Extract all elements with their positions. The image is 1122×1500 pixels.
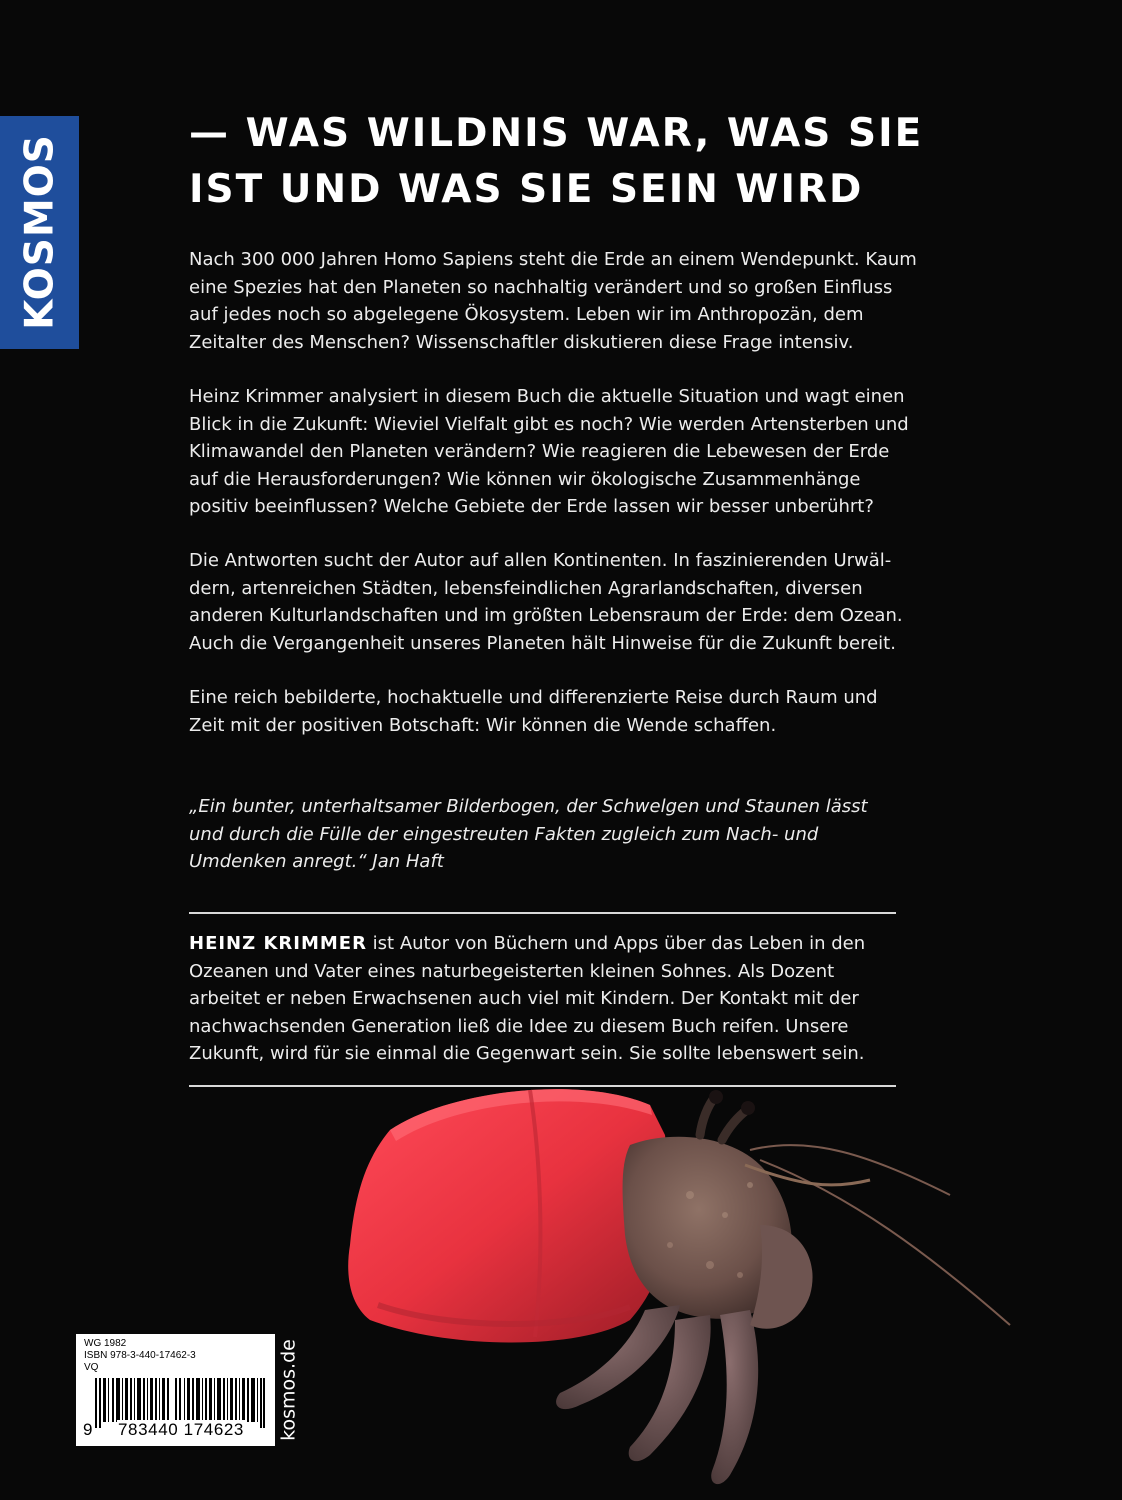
headline [189, 106, 929, 218]
barcode-digits-text: 783440 174623 [118, 1420, 244, 1439]
author-bio [189, 930, 905, 1068]
body-paragraph-1: Nach 300 000 Jahren Homo Sapiens steht die Erde an einem Wendepunkt. Kaum eine Spezies hat den Planeten so nachhaltig verändert und so großen Einfluss auf jedes noch so abgelegene Ökosystem. Leben wir im Anthropozän, dem Zeitalter des Menschen? Wissenschaftler diskutieren diese Frage intensiv. [189, 249, 917, 353]
barcode-digits [93, 1420, 269, 1440]
body-paragraph-2: Heinz Krimmer analysiert in diesem Buch die aktuelle Situation und wagt einen Blick in die Zukunft: Wieviel Vielfalt gibt es noch? Wie werden Artensterben und Klimawandel den Planeten verändern? Wie reagieren die Lebewesen der Erde auf die Herausforderungen? Wie können wir ökologische Zusammenhänge positiv beeinflussen? Welche Gebiete der Erde lassen wir besser unberührt? [189, 386, 909, 517]
body-paragraph-4: Eine reich bebilderte, hochaktuelle und differenzierte Reise durch Raum und Zeit mit der positiven Botschaft: Wir können die Wende schaffen. [189, 687, 878, 736]
code-text: VQ [84, 1362, 99, 1373]
body-paragraph-3: Die Antworten sucht der Autor auf allen Kontinenten. In faszinierenden Urwäldern, artenreichen Städten, lebensfeindlichen Agrarlandschaften, diversen anderen Kulturlandschaften und im größten Lebensraum der Erde: dem Ozean. Auch die Vergangenheit unseres Planeten hält Hinweise für die Zukunft bereit. [189, 550, 903, 654]
author-bio-text: ist Autor von Büchern und Apps über das Leben in den Ozeanen und Vater eines naturbegeisterten kleinen Sohnes. Als Dozent arbeitet er neben Erwachsenen auch viel mit Kindern. Der Kontakt mit der nachwachsenden Generation ließ die Idee zu diesem Buch reifen. Unsere Zukunft, wird für sie einmal die Gegenwart sein. Sie sollte lebenswert sein. [189, 933, 866, 1064]
headline-line-2: IST UND WAS SIE SEIN WIRD [189, 167, 864, 212]
divider-top [189, 912, 896, 914]
author-name: HEINZ KRIMMER [189, 933, 367, 954]
barcode-lead-digit: 9 [83, 1420, 93, 1439]
headline-line-1: — WAS WILDNIS WAR, WAS SIE [189, 111, 924, 156]
publisher-logo: KOSMOS [17, 134, 63, 330]
review-quote: „Ein bunter, unterhaltsamer Bilderbogen, der Schwelgen und Staunen lässt und durch die Fülle der eingestreuten Fakten zugleich zum Nach- und Umdenken anregt.“ Jan Haft [189, 796, 868, 872]
crab-leg-3 [711, 1310, 758, 1484]
warengruppe-text: WG 1982 [84, 1338, 127, 1349]
barcode-label [76, 1334, 275, 1446]
website-url: kosmos.de [277, 1339, 300, 1441]
hermit-crab-photo [330, 1075, 1050, 1500]
isbn-text: ISBN 978-3-440-17462-3 [84, 1350, 196, 1361]
